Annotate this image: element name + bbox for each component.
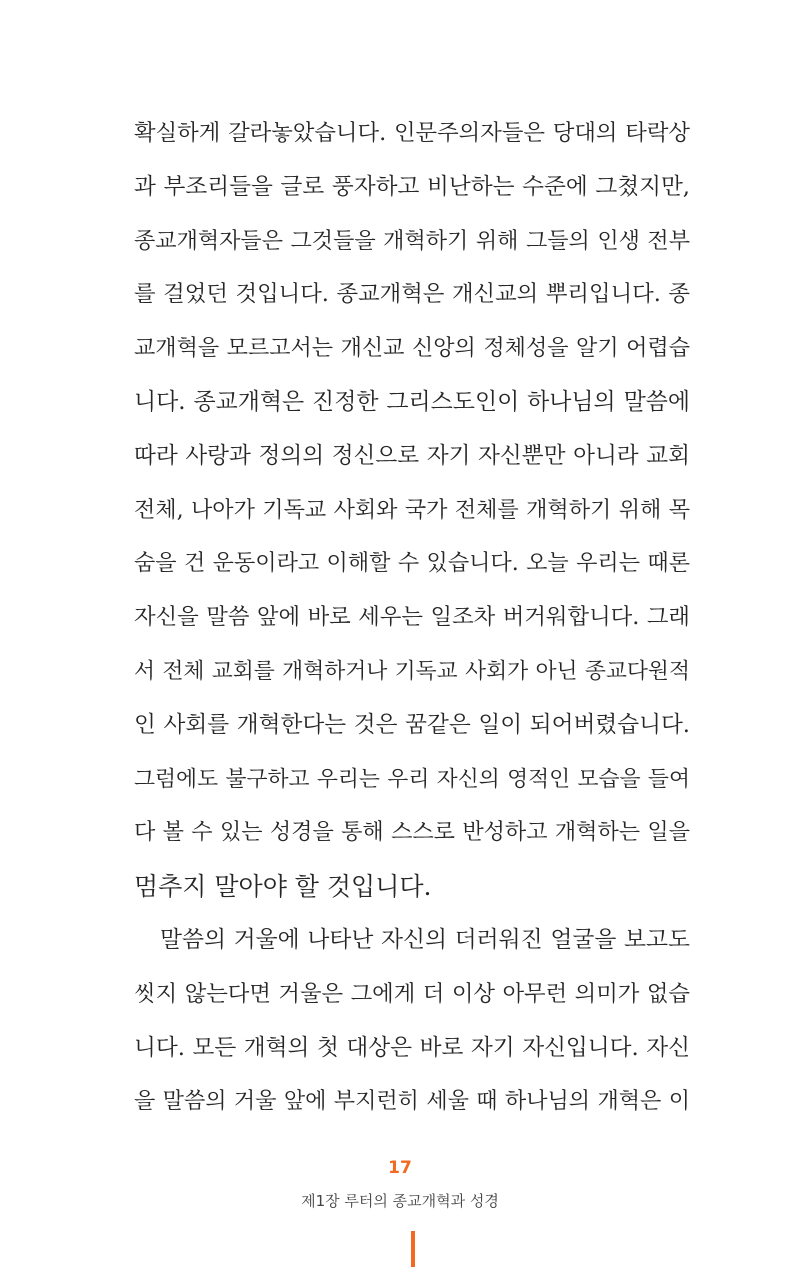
text-line: 따라 사랑과 정의의 정신으로 자기 자신뿐만 아니라 교회 [134,442,690,469]
page-number: 17 [388,1158,412,1178]
text-line: 교개혁을 모르고서는 개신교 신앙의 정체성을 알기 어렵습 [134,336,690,362]
text-line: 다 볼 수 있는 성경을 통해 스스로 반성하고 개혁하는 일을 [134,820,690,846]
accent-bar [411,1231,415,1267]
text-line: 과 부조리들을 글로 풍자하고 비난하는 수준에 그쳤지만, [134,173,690,200]
text-line: 니다. 종교개혁은 진정한 그리스도인이 하나님의 말씀에 [134,388,690,415]
paragraph-2 [134,914,690,1129]
text-line: 인 사회를 개혁한다는 것은 꿈같은 일이 되어버렸습니다. [134,711,690,738]
text-line: 자신을 말씀 앞에 바로 세우는 일조차 버거워합니다. 그래 [134,604,690,631]
text-line: 서 전체 교회를 개혁하거나 기독교 사회가 아닌 종교다원적 [134,658,690,684]
text-line: 말씀의 거울에 나타난 자신의 더러워진 얼굴을 보고도 [160,926,690,953]
chapter-title: 제1장 루터의 종교개혁과 성경 [301,1192,499,1210]
text-line: 종교개혁자들은 그것들을 개혁하기 위해 그들의 인생 전부 [134,228,690,254]
text-line: 멈추지 말아야 할 것입니다. [134,872,432,902]
text-line: 확실하게 갈라놓았습니다. 인문주의자들은 당대의 타락상 [134,120,690,146]
text-line: 숨을 건 운동이라고 이해할 수 있습니다. 오늘 우리는 때론 [134,551,690,577]
text-line: 그럼에도 불구하고 우리는 우리 자신의 영적인 모습을 들여 [134,766,690,792]
paragraph-1 [134,107,690,914]
text-line: 을 말씀의 거울 앞에 부지런히 세울 때 하나님의 개혁은 이 [134,1089,690,1115]
text-line: 씻지 않는다면 거울은 그에게 더 이상 아무런 의미가 없습 [134,980,690,1007]
text-line: 를 걸었던 것입니다. 종교개혁은 개신교의 뿌리입니다. 종 [134,281,690,308]
text-line: 니다. 모든 개혁의 첫 대상은 바로 자기 자신입니다. 자신 [134,1034,690,1061]
body-text [134,107,690,1129]
text-line: 전체, 나아가 기독교 사회와 국가 전체를 개혁하기 위해 목 [134,497,690,523]
